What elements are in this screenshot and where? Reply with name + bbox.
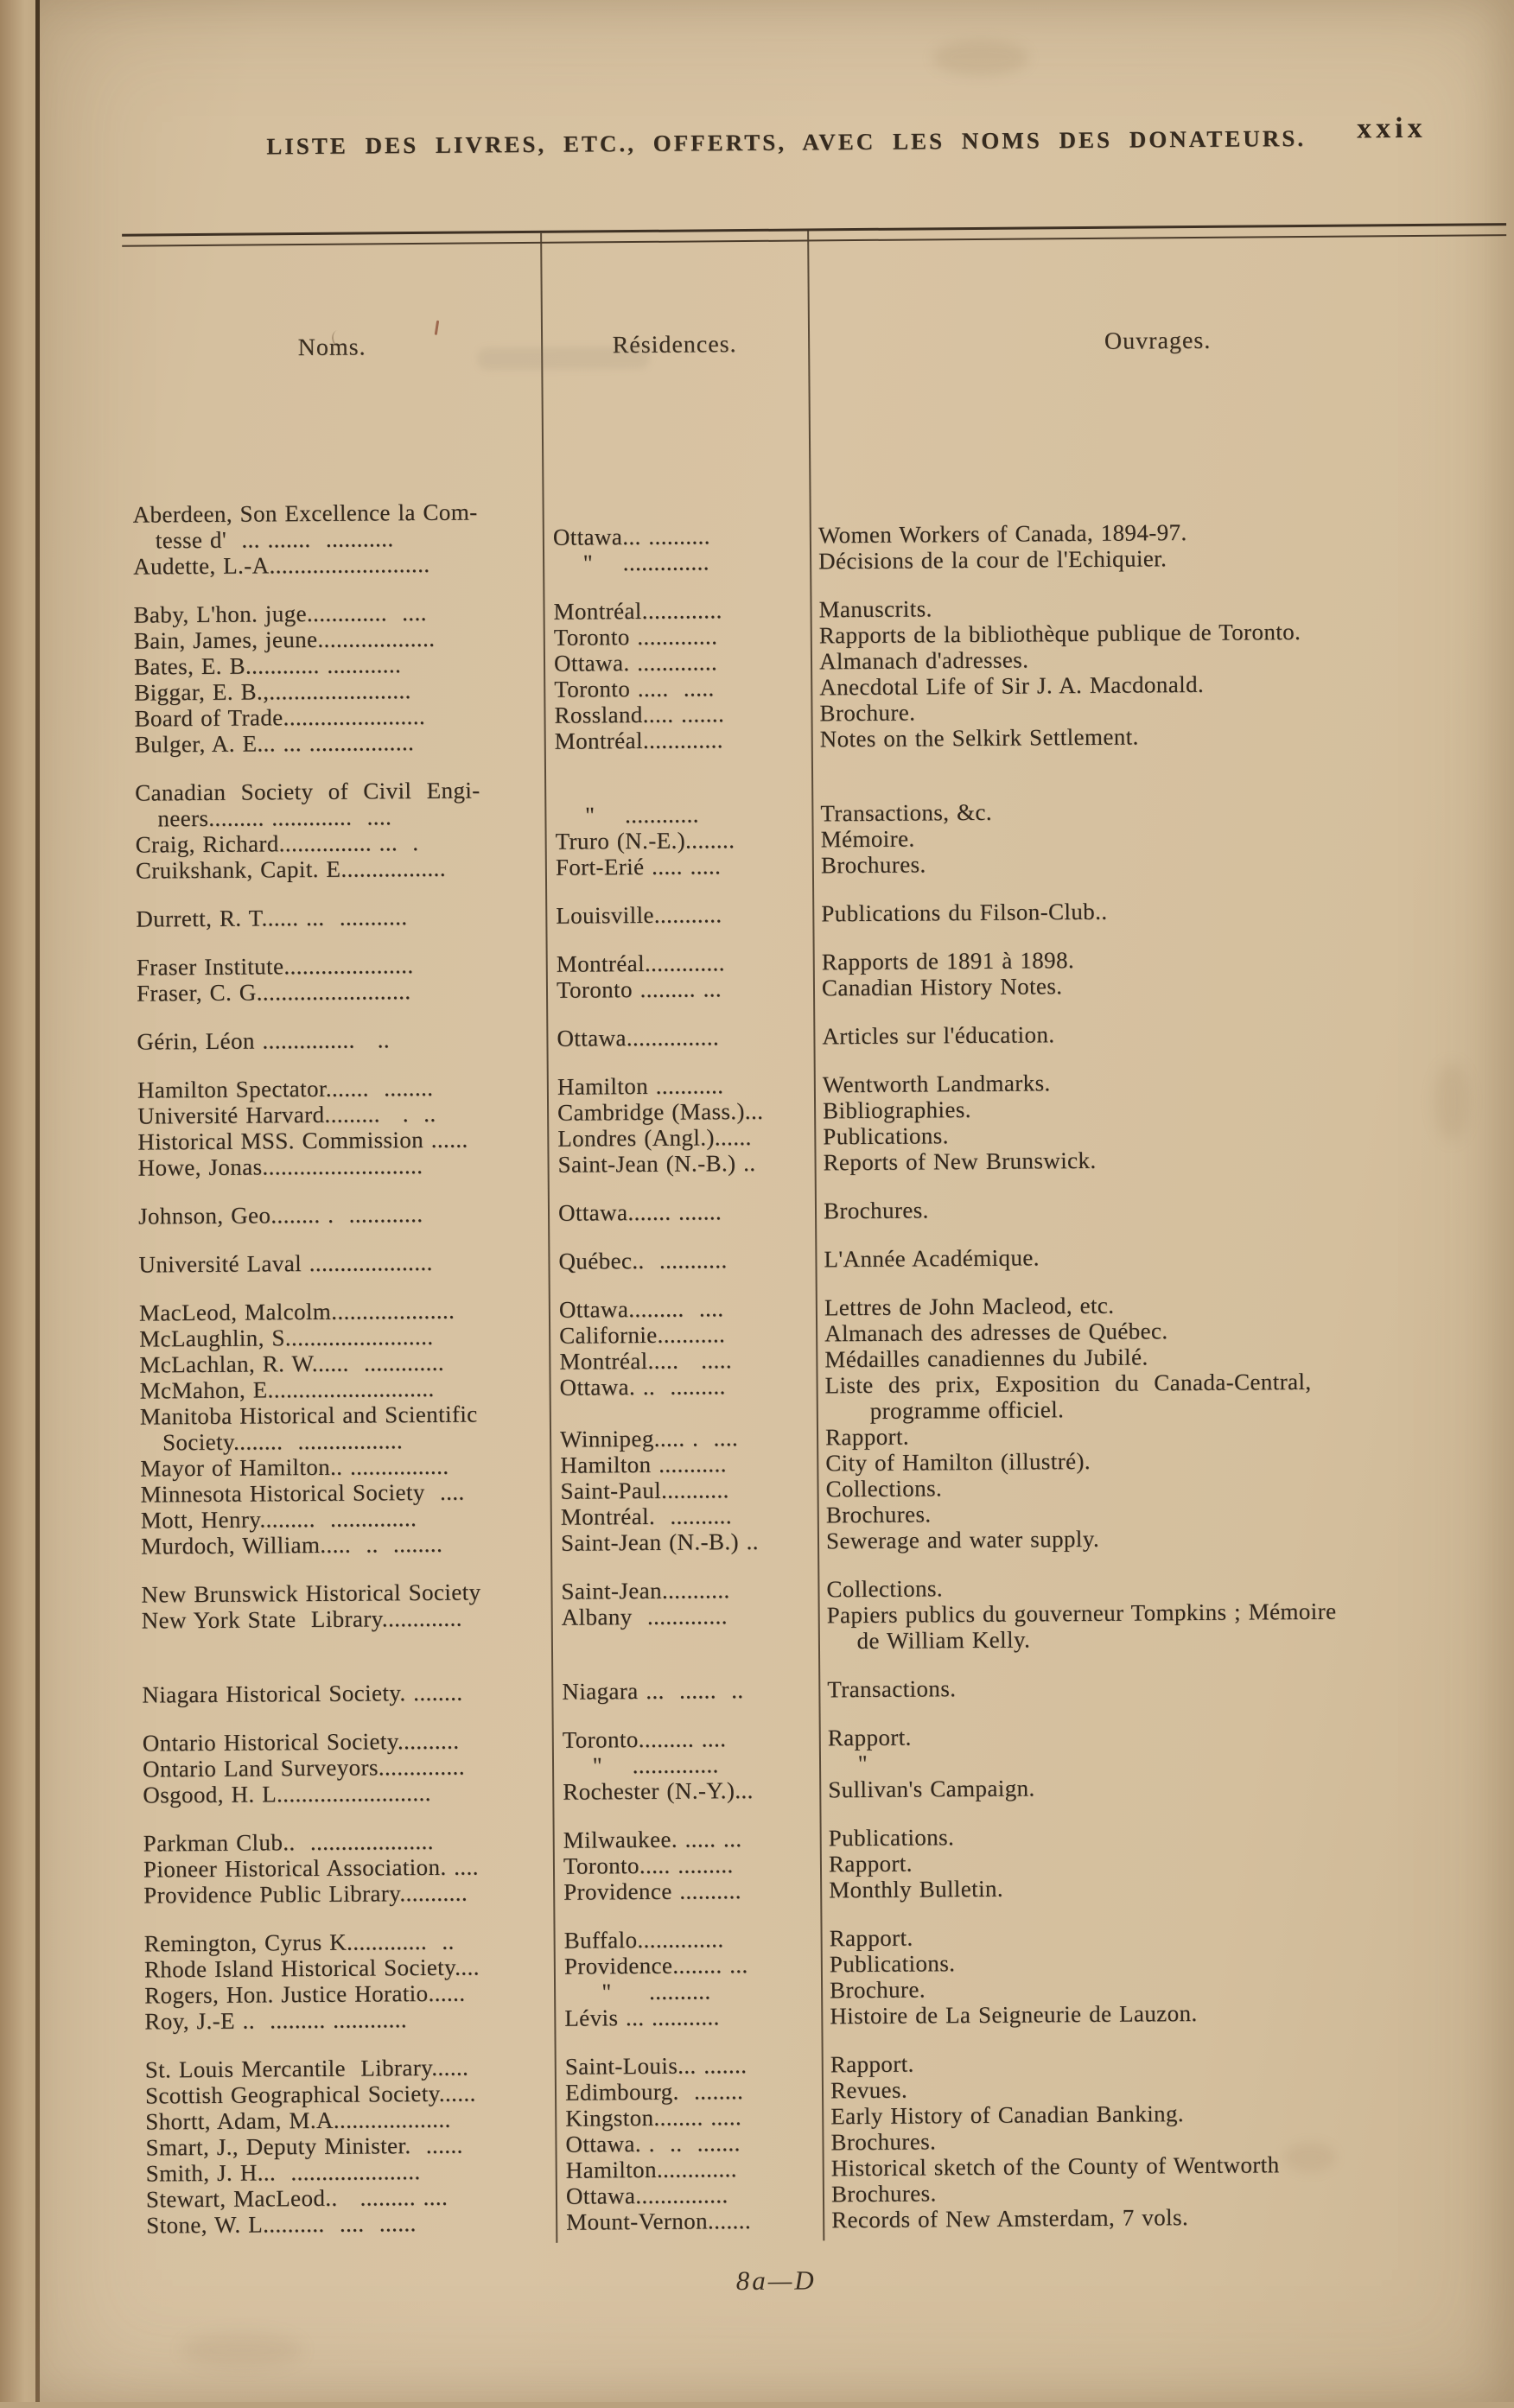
page-title: LISTE DES LIVRES, ETC., OFFERTS, AVEC LES NOMS DES DONATEURS. [266,124,1307,160]
residence-cell: Ottawa......... .... [558,1295,724,1323]
residence-cell: Saint-Jean (N.-B.) .. [557,1149,756,1178]
ouvrage-cell: Wentworth Landmarks. [822,1070,1051,1098]
name-cell: Smith, J. H... ..................... [145,2158,421,2187]
name-cell: Stewart, MacLeod.. ......... .... [145,2183,448,2213]
ouvrage-cell: Rapport. [829,1924,913,1952]
name-cell: Université Laval .................... [138,1248,433,1278]
name-cell: Minnesota Historical Society .... [140,1478,465,1508]
table-group [128,1018,1512,1055]
name-cell: Rogers, Hon. Justice Horatio...... [144,1979,466,2009]
residence-cell: Californie........... [559,1321,726,1349]
residence-cell: Hamilton ........... [557,1072,724,1100]
name-cell: Biggar, E. B.,....................... [134,677,411,706]
ouvrage-cell: Notes on the Selkirk Settlement. [819,723,1139,753]
column-header-noms: Noms. [297,334,366,362]
ouvrage-cell: Manuscrits. [818,595,932,623]
residence-cell: Ottawa............... [565,2182,728,2209]
residence-cell: Toronto..... ......... [563,1852,734,1879]
name-cell: Fraser, C. G......................... [136,978,411,1007]
name-cell: Howe, Jonas.......................... [137,1152,423,1181]
donors-table [122,223,1514,2249]
residence-cell: Toronto ......... ... [556,975,722,1003]
ouvrage-cell: Brochures. [830,2180,937,2208]
name-cell: Ontario Land Surveyors.............. [142,1753,466,1782]
table-row [130,1241,1514,1278]
name-cell: New Brunswick Historical Society [141,1579,481,1608]
name-cell: Stone, W. L.......... .... ...... [146,2210,417,2239]
ouvrage-cell: Histoire de La Seigneurie de Lauzon. [830,1999,1198,2030]
residence-cell: Toronto ............. [553,623,718,651]
ouvrage-cell: Publications. [829,1950,956,1978]
residence-cell: Montréal. .......... [560,1503,733,1530]
table-group [126,769,1511,884]
table-group [130,1289,1514,1560]
name-cell: Smart, J., Deputy Minister. ...... [145,2132,463,2161]
residence-cell: Milwaukee. ..... ... [563,1826,742,1853]
ouvrage-cell: Décisions de la cour de l'Echiquier. [817,545,1167,575]
name-cell: MacLeod, Malcolm.................... [138,1297,455,1326]
name-cell: Hamilton Spectator....... ........ [137,1074,434,1103]
name-cell: Fraser Institute..................... [136,952,414,981]
ouvrage-cell: Women Workers of Canada, 1894-97. [817,496,1187,549]
name-cell: Bain, James, jeune................... [133,625,436,654]
table-row [133,1671,1514,1708]
residence-cell: Ottawa. . .. ....... [565,2130,741,2157]
name-cell: Providence Public Library........... [143,1879,468,1909]
name-cell: Parkman Club.. .................... [143,1827,434,1857]
ouvrage-cell: Rapport. [830,2050,914,2078]
residence-cell: Toronto......... .... [562,1725,727,1753]
residence-cell: Lévis ... ........... [564,2004,720,2031]
ouvrage-cell: Publications. [828,1824,955,1852]
ouvrage-cell: Mémoire. [820,825,915,853]
residence-cell: Albany ............. [561,1603,728,1630]
residence-cell: " .......... [563,1978,711,2005]
table-top-rule-inner [122,234,1506,247]
table-top-rule-outer [122,223,1506,237]
ouvrage-cell: Publications du Filson-Club.. [821,898,1108,927]
table-row [131,1367,1514,1456]
residence-cell: " ............ [555,776,699,829]
name-cell: Mayor of Hamilton.. ................ [140,1452,449,1482]
name-cell: Craig, Richard............... ... . [135,829,419,858]
ouvrage-cell: Liste des prix, Exposition du Canada-Central, programme officiel. Rapport. [824,1368,1312,1451]
table-group [135,1820,1514,1909]
residence-cell: Hamilton............. [565,2156,737,2183]
signature-mark: 8a—D [735,2265,817,2297]
name-cell: Ontario Historical Society.......... [142,1727,460,1757]
header-divider-rule [124,454,1508,468]
name-cell: Osgood, H. L......................... [143,1779,431,1808]
ouvrage-cell: Médailles canadiennes du Jubilé. [824,1344,1148,1373]
ouvrage-cell: " [827,1750,868,1777]
ouvrage-cell: Papiers publics du gouverneur Tompkins ; Mémoire de William Kelly. [826,1598,1337,1655]
residence-cell: " .............. [562,1751,719,1779]
table-group [132,1571,1514,1660]
residence-cell: Montréal............. [553,597,722,625]
name-cell: New York State Library............. [141,1604,462,1634]
residence-cell: " .............. [552,549,709,576]
table-group [124,591,1510,758]
name-cell: Historical MSS. Commission ...... [137,1126,468,1155]
residence-cell: Saint-Jean (N.-B.) .. [560,1528,759,1556]
residence-cell: Providence........ ... [563,1952,748,1979]
table-row [133,1597,1514,1660]
ouvrage-cell: Brochures. [823,1197,929,1224]
ouvrage-cell: Historical sketch of the County of Wentworth [830,2151,1280,2182]
column-header-residences: Résidences. [612,331,737,359]
residence-cell: Edimbourg. ........ [564,2078,744,2106]
ouvrage-cell: Canadian History Notes. [821,973,1063,1001]
name-cell: Board of Trade....................... [134,702,426,732]
ouvrage-cell: Transactions. [827,1675,957,1703]
ouvrage-cell: Early History of Canadian Banking. [830,2100,1185,2130]
table-group [127,895,1511,932]
name-cell: Audette, L.-A.......................... [133,550,430,580]
ouvrage-cell: Brochure. [819,699,916,727]
name-cell: Rhode Island Historical Society.... [143,1954,480,1983]
name-cell: Mott, Henry......... .............. [140,1505,417,1534]
table-group [130,1192,1514,1229]
ouvrage-cell: Publications. [823,1122,949,1150]
ouvrage-cell: Transactions, &c. [820,774,993,827]
residence-cell: Toronto ..... ..... [554,675,715,702]
name-cell: Pioneer Historical Association. .... [143,1853,479,1883]
residence-cell: Montréal............. [556,950,725,977]
name-cell: McLachlan, R. W...... ............. [139,1349,445,1378]
table-row [130,1192,1514,1229]
page-number: xxix [1357,111,1427,145]
ouvrage-cell: Collections. [826,1575,944,1603]
table-row [127,895,1511,932]
table-group [128,944,1512,1007]
ouvrage-cell: Sewerage and water supply. [825,1525,1100,1554]
name-cell: Remington, Cyrus K............. .. [143,1928,455,1957]
ouvrage-cell: Anecdotal Life of Sir J. A. Macdonald. [819,670,1205,701]
residence-cell: Niagara ... ...... .. [562,1677,744,1705]
table-rows [124,491,1514,2239]
ouvrage-cell: Articles sur l'éducation. [822,1021,1055,1050]
table-group [129,1066,1514,1181]
residence-cell: Hamilton ........... [560,1451,727,1478]
residence-cell: Ottawa....... ....... [557,1198,722,1226]
ouvrage-cell: Lettres de John Macleod, etc. [824,1292,1115,1321]
column-header-ouvrages: Ouvrages. [1104,327,1212,355]
name-cell: Scottish Geographical Society...... [144,2080,476,2109]
name-cell: Cruikshank, Capit. E................. [135,855,447,884]
residence-cell: Truro (N.-E.)........ [555,827,735,855]
name-cell: Gérin, Léon ............... .. [137,1026,391,1055]
residence-cell: Saint-Paul........... [560,1477,729,1504]
ouvrage-cell: Revues. [830,2076,908,2104]
name-cell: Aberdeen, Son Excellence la Com- tesse d' ... ....... ........... [132,499,478,554]
ouvrage-cell: Brochure. [829,1976,926,2004]
name-cell: McMahon, E........................... Manitoba Historical and Scientific Society........ ................. [139,1375,478,1456]
name-cell: McLaughlin, S........................ [139,1323,434,1352]
residence-cell: Montréal..... ..... [559,1347,733,1375]
ouvrage-cell: Rapports de la bibliothèque publique de Toronto. [818,618,1301,649]
ouvrage-cell: City of Hamilton (illustré). [825,1447,1091,1477]
ouvrage-cell: Almanach des adresses de Québec. [824,1318,1168,1347]
ouvrage-cell: Monthly Bulletin. [829,1875,1004,1903]
ouvrage-cell: Brochures. [825,1501,932,1528]
name-cell: Durrett, R. T...... ... ........... [136,904,408,932]
ouvrage-cell: Bibliographies. [822,1096,971,1124]
residence-cell: Rochester (N.-Y.)... [563,1777,754,1805]
ouvrage-cell: Brochures. [830,2128,937,2156]
table-group [134,1719,1514,1808]
table-group [133,1671,1514,1708]
table-group [136,1920,1514,2035]
name-cell: Shortt, Adam, M.A................... [145,2106,451,2135]
residence-cell: Ottawa. ............. [553,649,718,677]
residence-cell: Kingston........ ..... [565,2104,742,2132]
name-cell: Niagara Historical Society. ........ [142,1679,463,1708]
table-group [130,1241,1514,1278]
table-row [128,1018,1512,1055]
table-header-row [123,325,1507,364]
ouvrage-cell: Brochures. [820,851,926,879]
residence-cell: Providence .......... [563,1877,741,1905]
name-cell: Roy, J.-E .. ......... ............ [144,2006,408,2035]
ouvrage-cell: L'Année Académique. [824,1244,1040,1273]
residence-cell: Cambridge (Mass.)... [557,1097,764,1126]
name-cell: Université Harvard......... . .. [137,1100,436,1129]
residence-cell: Fort-Erié ..... ..... [555,853,722,880]
residence-cell: Mount-Vernon....... [566,2208,752,2235]
residence-cell: Ottawa............... [557,1024,720,1052]
ouvrage-cell: Rapports de 1891 à 1898. [821,947,1075,975]
ouvrage-cell: Collections. [825,1475,943,1503]
residence-cell: Buffalo.............. [563,1926,724,1954]
name-cell: Johnson, Geo........ . ............ [137,1200,423,1229]
name-cell: St. Louis Mercantile Library...... [144,2054,469,2083]
name-cell: Murdoch, William..... .. ........ [140,1530,443,1560]
residence-cell: Montréal............. [554,727,723,754]
residence-cell: Louisville........... [556,901,722,929]
residence-cell: Ottawa... .......... [552,498,710,550]
name-cell: Bulger, A. E... ... ................. [134,729,415,758]
ouvrage-cell: Almanach d'adresses. [818,646,1029,675]
ouvrage-cell: Rapport. [827,1724,912,1751]
ouvrage-cell: Reports of New Brunswick. [823,1147,1097,1176]
residence-cell: Rossland..... ....... [554,701,725,728]
ouvrage-cell: Rapport. [828,1850,913,1877]
residence-cell: Saint-Louis... ....... [564,2052,747,2080]
name-cell: Baby, L'hon. juge............. .... [133,599,427,628]
table-group [137,2046,1514,2239]
residence-cell: Ottawa. .. ......... Winnipeg..... . .... [559,1373,739,1452]
table-group [124,491,1510,580]
name-cell: Canadian Society of Civil Engi- neers......... ............. .... [135,777,480,832]
ouvrage-cell: Sullivan's Campaign. [828,1775,1035,1803]
name-cell: Bates, E. B............ ............ [133,651,402,680]
ouvrage-cell: Records of New Amsterdam, 7 vols. [831,2204,1189,2233]
residence-cell: Saint-Jean........... [561,1577,730,1604]
residence-cell: Londres (Angl.)...... [557,1124,752,1152]
residence-cell: Québec.. ........... [558,1247,728,1274]
